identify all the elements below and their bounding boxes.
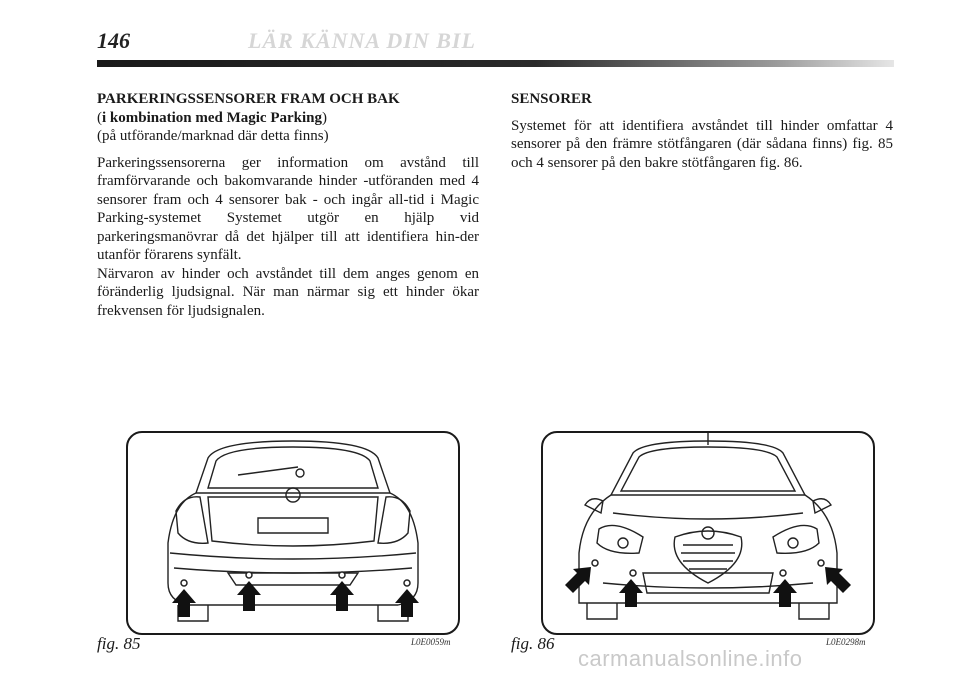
car-rear-sensors-illustration xyxy=(128,433,458,633)
subheading-close-paren: ) xyxy=(322,109,328,126)
left-column xyxy=(97,90,479,320)
figure-85-code: L0E0059m xyxy=(411,637,451,647)
sensors-heading: SENSORER xyxy=(511,91,592,107)
availability-note: (på utförande/marknad där detta finns) xyxy=(97,128,329,144)
right-column xyxy=(511,90,893,172)
subheading-bold-text: i kombination med Magic Parking xyxy=(102,109,323,126)
car-front-sensors-illustration xyxy=(543,433,873,633)
page-number: 146 xyxy=(97,28,130,53)
figure-85-caption: fig. 85 xyxy=(97,634,141,653)
watermark: carmanualsonline.info xyxy=(578,646,803,671)
subheading-open-paren: ( xyxy=(97,109,102,126)
figure-85 xyxy=(126,431,460,635)
figure-86 xyxy=(541,431,875,635)
header-rule xyxy=(97,60,894,67)
parking-sensors-heading: PARKERINGSSENSORER FRAM OCH BAK xyxy=(97,91,400,107)
description-paragraph-2: Närvaron av hinder och avståndet till dem anges genom en föränderlig ljudsignal. När man närmar sig ett hinder ökar frekvensen för ljudsignalen. xyxy=(97,265,479,319)
sensors-paragraph: Systemet för att identifiera avståndet till hinder omfattar 4 sensorer på den främre stötfångaren (där sådana finns) fig. 85 och 4 sensorer på den bakre stötfångaren fig. 86. xyxy=(511,117,893,171)
figure-86-caption: fig. 86 xyxy=(511,634,555,653)
description-paragraph-1: Parkeringssensorerna ger information om avstånd till framförvarande och bakomvarande hinder -utföranden med 4 sensorer fram och 4 sensorer bak - och ingår all-tid i Magic Parking-systemet Systemet utgör en hjälp vid parkeringsmanövrar då det hjälper till att identifiera hin-der utanför förarens synfält. xyxy=(97,154,479,263)
section-title: LÄR KÄNNA DIN BIL xyxy=(248,28,476,53)
figure-86-code: L0E0298m xyxy=(826,637,866,647)
parking-sensors-subheading xyxy=(97,109,479,128)
